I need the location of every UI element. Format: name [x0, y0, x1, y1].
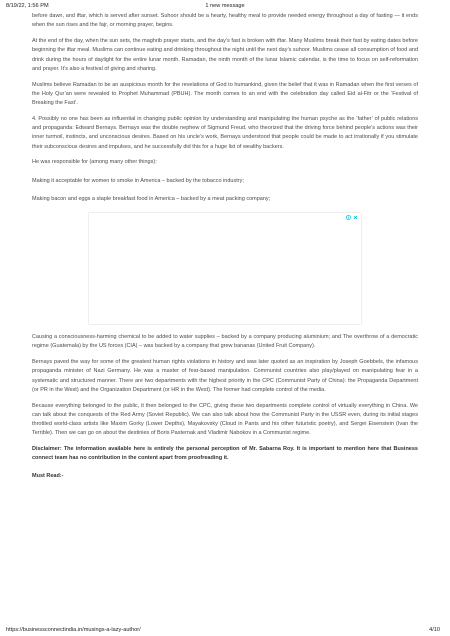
- disclaimer: Disclaimer: The information available here is entirely the personal perception of Mr. Sabarna Roy. It is important to mention here that Business connect team has no contribution in the content apart from proofreading it.: [32, 446, 418, 462]
- print-datetime: 8/19/22, 1:56 PM: [6, 3, 49, 9]
- must-read-heading: Must Read:-: [32, 472, 64, 479]
- paragraph-bernays: 4. Possibly no one has been as influential in changing public opinion by understanding and manipulating the human psyche as the ‘father’ of public relations and propaganda: Edward Bernays. Bernays was the double nephew of Sigmund Freud, who theorized that the driving force behind people’s actions was their inner turmoil, instincts, and unconscious desires. Based on his uncle’s work, Bernays understood that people could be made to act irrationally if you stimulate their subconscious desires and impulses, and he successfully did this for a huge list of wealthy backers.: [32, 115, 418, 150]
- paragraph-suhoor: before dawn, and iftar, which is served after sunset. Suhoor should be a hearty, healthy meal to provide needed energy throughout a day of fasting — it ends when the sun rises and the fajr, or morning prayer, begins.: [32, 13, 418, 29]
- adchoices-icon[interactable]: [346, 215, 351, 220]
- paragraph-water-guatemala: Causing a consciousness-harming chemical to be added to water supplies – backed by a company producing aluminium; and The overthrow of a democratic regime (Guatemala) by the US forces (CIA) – was backed by a company that grew bananas (United Fruit Company).: [32, 334, 418, 350]
- paragraph-smoking: Making it acceptable for women to smoke in America – backed by the tobacco industry;: [32, 177, 244, 184]
- page-number: 4/10: [429, 627, 440, 633]
- paragraph-bacon: Making bacon and eggs a staple breakfast food in America – backed by a meat packing company;: [32, 195, 271, 202]
- print-footer: [0, 624, 450, 636]
- print-header: [0, 0, 450, 12]
- article-body: [32, 12, 418, 487]
- ad-slot[interactable]: [89, 213, 361, 324]
- ad-controls: [346, 215, 358, 220]
- paragraph-cpc: Because everything belonged to the public, it then belonged to the CPC, giving these two departments complete control of virtually everything in China. We can talk about the conquests of the Red Army (Soviet Republic). We can also talk about how the Communist Party in the USSR even, during its initial stages throttled world-class artists like Maxim Gorky (Lower Depths), Mayakovsky (Cloud in Pants and his other futuristic poetry), and Sergei Eisenstein (Ivan the Terrible). Then we can go on about the destinies of Boris Pasternak and Vladimir Nabokov in a Communist regime.: [32, 402, 418, 437]
- paragraph-responsible: He was responsible for (among many other things):: [32, 159, 157, 166]
- page-url: https://businessconnectindia.in/musings-a-lazy-author/: [6, 627, 141, 633]
- paragraph-revelation: Muslims believe Ramadan to be an auspicious month for the revelations of God to humankind, given the belief that it was in Ramadan when the first verses of the Holy Qur’an were revealed to Prophet Muhammad (PBUH). The month comes to an end with the celebration day called Eid al-Fitr or the ‘Festival of Breaking the Fast’.: [32, 81, 418, 106]
- paragraph-goebbels: Bernays paved the way for some of the greatest human rights violations in history and was later quoted as an inspiration by Joseph Goebbels, the infamous propaganda minister of Nazi Germany. He was a master of fear-based manipulation. Communist countries also play/played on manipulating fear in a systematic and structured manner. There are two departments with the highest priority in the CPC (Communist Party of China): the Propaganda Department (or PR in the West) and the Organization Department (or HR in the West). The former had complete control of the media.: [32, 359, 418, 393]
- close-icon[interactable]: [353, 215, 358, 220]
- print-title: 1 new message: [205, 3, 245, 9]
- paragraph-iftar: At the end of the day, when the sun sets, the maghrib prayer starts, and the day’s fast is broken with iftar. Many Muslims break their fast by eating dates before beginning the iftar meal. Muslims can continue eating and drinking throughout the night until the next day’s suhoor. Muslims cease all consumption of food and drink during the hours of daylight for the entire lunar month. Ramadan, the ninth month of the lunar Islamic calendar, is the time to focus on self-reformation and prayer. It’s also a festival of giving and sharing.: [32, 38, 418, 72]
